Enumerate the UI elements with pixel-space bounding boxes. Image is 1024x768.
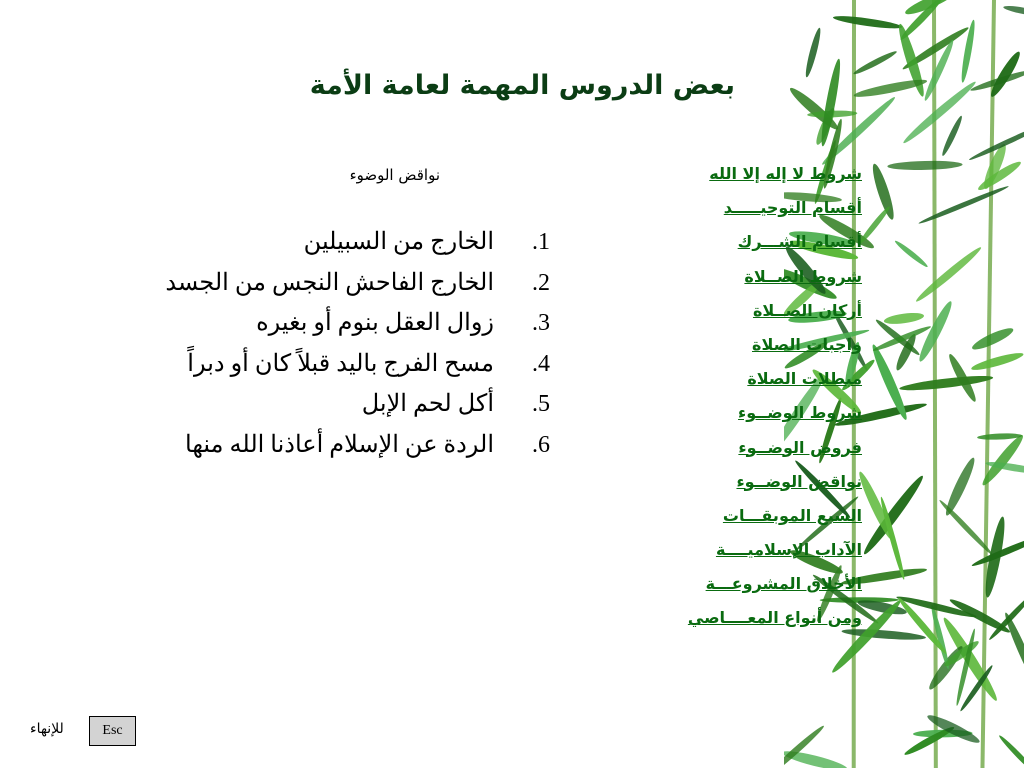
item-number: 5.: [532, 391, 550, 417]
item-number: 2.: [532, 269, 550, 296]
bamboo-leaf: [858, 205, 892, 246]
bamboo-leaf: [970, 325, 1015, 353]
bamboo-leaf: [901, 79, 978, 146]
bamboo-leaf: [883, 311, 924, 326]
sidebar-link-5[interactable]: واجبات الصلاة: [752, 334, 862, 354]
list-item: [130, 265, 550, 306]
list-item: [130, 386, 550, 427]
item-text: أكل لحم الإبل: [361, 391, 494, 417]
bamboo-leaf: [1003, 4, 1024, 18]
bamboo-leaf: [918, 184, 1010, 226]
list-item: [130, 346, 550, 387]
sidebar-link-4[interactable]: أركان الصــلاة: [752, 300, 862, 320]
bamboo-leaf: [997, 734, 1024, 768]
item-number: 4.: [532, 350, 550, 377]
list-item: [130, 224, 550, 265]
bamboo-leaf: [914, 244, 984, 304]
bamboo-stalk: [982, 0, 994, 768]
sidebar-link-8[interactable]: فروض الوضــوء: [738, 437, 862, 457]
bamboo-leaf: [887, 160, 962, 171]
item-text: الردة عن الإسلام أعاذنا الله منها: [185, 431, 494, 458]
sidebar-link-13[interactable]: ومن أنواع المعــــاصي: [687, 608, 862, 628]
bamboo-leaf: [853, 77, 928, 100]
sidebar-link-10[interactable]: السبع الموبقـــات: [722, 505, 862, 525]
sidebar-link-6[interactable]: مبطلات الصلاة: [747, 369, 862, 389]
esc-label: للإنهاء: [30, 721, 64, 737]
sidebar-link-11[interactable]: الآداب الإسلاميــــة: [715, 540, 862, 560]
sidebar-link-0[interactable]: شروط لا إله إلا الله: [709, 164, 862, 183]
bamboo-leaf: [803, 27, 823, 78]
item-text: الخارج من السبيلين: [303, 229, 494, 255]
bamboo-leaf: [940, 115, 964, 158]
item-number: 6.: [532, 431, 550, 458]
bamboo-leaf: [899, 373, 994, 393]
sidebar-link-2[interactable]: أقسام الشـــرك: [737, 232, 862, 252]
sidebar-link-3[interactable]: شروط الصــلاة: [744, 266, 862, 286]
item-text: زوال العقل بنوم أو بغيره: [256, 310, 494, 336]
sidebar-link-1[interactable]: أقسام التوحيـــــد: [723, 198, 862, 218]
list-item: [130, 427, 550, 468]
content-list: [130, 224, 550, 467]
sidebar-nav: [622, 160, 862, 639]
section-subtitle: نواقض الوضوء: [349, 166, 440, 184]
bamboo-leaf: [970, 350, 1024, 373]
item-number: 1.: [532, 229, 550, 255]
item-text: مسح الفرج باليد قبلاً كان أو دبراً: [187, 350, 494, 377]
esc-button[interactable]: Esc: [89, 716, 136, 746]
bamboo-leaf: [893, 239, 929, 269]
bamboo-leaf: [832, 14, 902, 31]
item-text: الخارج الفاحش النجس من الجسد: [165, 269, 494, 296]
sidebar-link-12[interactable]: الأخلاق المشروعـــة: [705, 574, 862, 594]
sidebar-link-7[interactable]: شروط الوضــوء: [738, 403, 862, 423]
list-item: [130, 305, 550, 346]
sidebar-link-9[interactable]: نواقض الوضــوء: [736, 471, 862, 491]
item-number: 3.: [532, 310, 550, 336]
bamboo-leaf: [852, 49, 898, 77]
page-title: بعض الدروس المهمة لعامة الأمة: [309, 70, 735, 101]
bamboo-leaf: [948, 596, 1012, 636]
